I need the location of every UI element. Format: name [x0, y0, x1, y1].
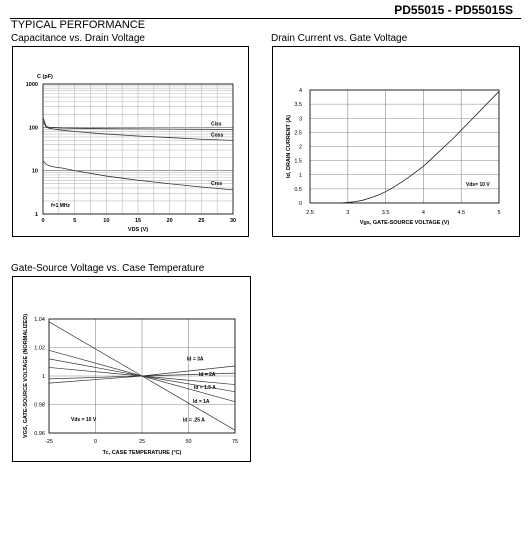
drain-current-chart	[272, 46, 520, 237]
x-tick-label: 4.5	[457, 210, 466, 216]
y-tick-label: 1.5	[294, 158, 302, 165]
series-label: Id = 3A	[187, 356, 204, 363]
x-tick-label: 20	[166, 218, 173, 224]
y-tick-label: 1.02	[34, 345, 45, 352]
series-label: Id = .25 A	[183, 417, 205, 424]
y-tick-label: 4	[298, 88, 302, 94]
y-tick-label: 1	[34, 212, 38, 218]
drain-current-chart-title: Drain Current vs. Gate Voltage	[271, 33, 408, 44]
y-tick-label: 0	[298, 201, 302, 207]
y-tick-label: 1000	[25, 82, 38, 88]
x-axis-label: VDS (V)	[127, 227, 149, 233]
x-tick-label: 3.5	[381, 210, 390, 216]
series-label-crss: Crss	[211, 180, 223, 187]
vgs-chart-title: Gate-Source Voltage vs. Case Temperature	[11, 263, 205, 274]
x-tick-label: 50	[185, 439, 192, 445]
x-tick-label: 15	[134, 218, 142, 224]
capacitance-chart	[12, 46, 249, 237]
annotation-vds: Vds = 10 V	[71, 416, 97, 423]
y-tick-label: 0.98	[34, 402, 45, 409]
y-tick-label: 0.96	[34, 431, 45, 437]
annotation-frequency: f=1 MHz	[51, 203, 71, 209]
x-tick-label: 2.5	[306, 210, 314, 216]
series-label: Id = 2A	[199, 372, 216, 378]
capacitance-chart-svg	[13, 47, 248, 236]
x-tick-label: 3	[346, 210, 350, 216]
x-tick-label: 10	[103, 218, 110, 224]
x-tick-label: 5	[497, 210, 501, 216]
series-label-ciss: Ciss	[211, 121, 222, 128]
x-tick-label: 75	[231, 439, 239, 445]
part-number-title: PD55015 - PD55015S	[394, 3, 513, 17]
y-tick-label: 1	[41, 374, 45, 380]
series-label: Id = 1A	[193, 399, 210, 406]
y-tick-label: 3	[298, 116, 302, 123]
y-tick-label: 1	[298, 172, 302, 179]
x-tick-label: 4	[421, 210, 425, 216]
x-tick-label: 0	[41, 218, 45, 224]
x-tick-label: 30	[229, 218, 237, 224]
x-tick-label: -25	[45, 439, 53, 445]
annotation-vds: Vds= 10 V	[466, 182, 490, 188]
x-tick-label: 5	[73, 218, 77, 224]
x-axis-label: Vgs, GATE-SOURCE VOLTAGE (V)	[359, 220, 450, 226]
y-tick-label: 2	[298, 144, 302, 151]
x-tick-label: 25	[198, 218, 205, 224]
vgs-temperature-chart	[12, 276, 251, 462]
drain-current-chart-svg	[273, 47, 519, 236]
y-axis-label: C (pF)	[37, 74, 53, 80]
section-title: TYPICAL PERFORMANCE	[11, 19, 146, 31]
capacitance-chart-title: Capacitance vs. Drain Voltage	[11, 33, 145, 44]
y-tick-label: 100	[28, 125, 38, 132]
y-axis-label: Id, DRAIN CURRENT (A)	[286, 115, 292, 178]
x-tick-label: 0	[93, 439, 98, 445]
x-tick-label: 25	[138, 439, 146, 445]
y-tick-label: 3.5	[294, 102, 302, 109]
x-axis-label: Tc, CASE TEMPERATURE (°C)	[102, 450, 182, 456]
y-tick-label: 0.5	[294, 186, 302, 193]
y-axis-label: VGS, GATE-SOURCE VOLTAGE (NORMALIZED)	[23, 313, 29, 439]
y-tick-label: 10	[31, 168, 38, 175]
vgs-chart-svg	[13, 277, 250, 461]
y-tick-label: 2.5	[294, 130, 302, 137]
series-label-coss: Coss	[211, 132, 224, 139]
y-tick-label: 1.04	[34, 317, 45, 323]
series-label: Id = 1.5 A	[194, 384, 216, 391]
